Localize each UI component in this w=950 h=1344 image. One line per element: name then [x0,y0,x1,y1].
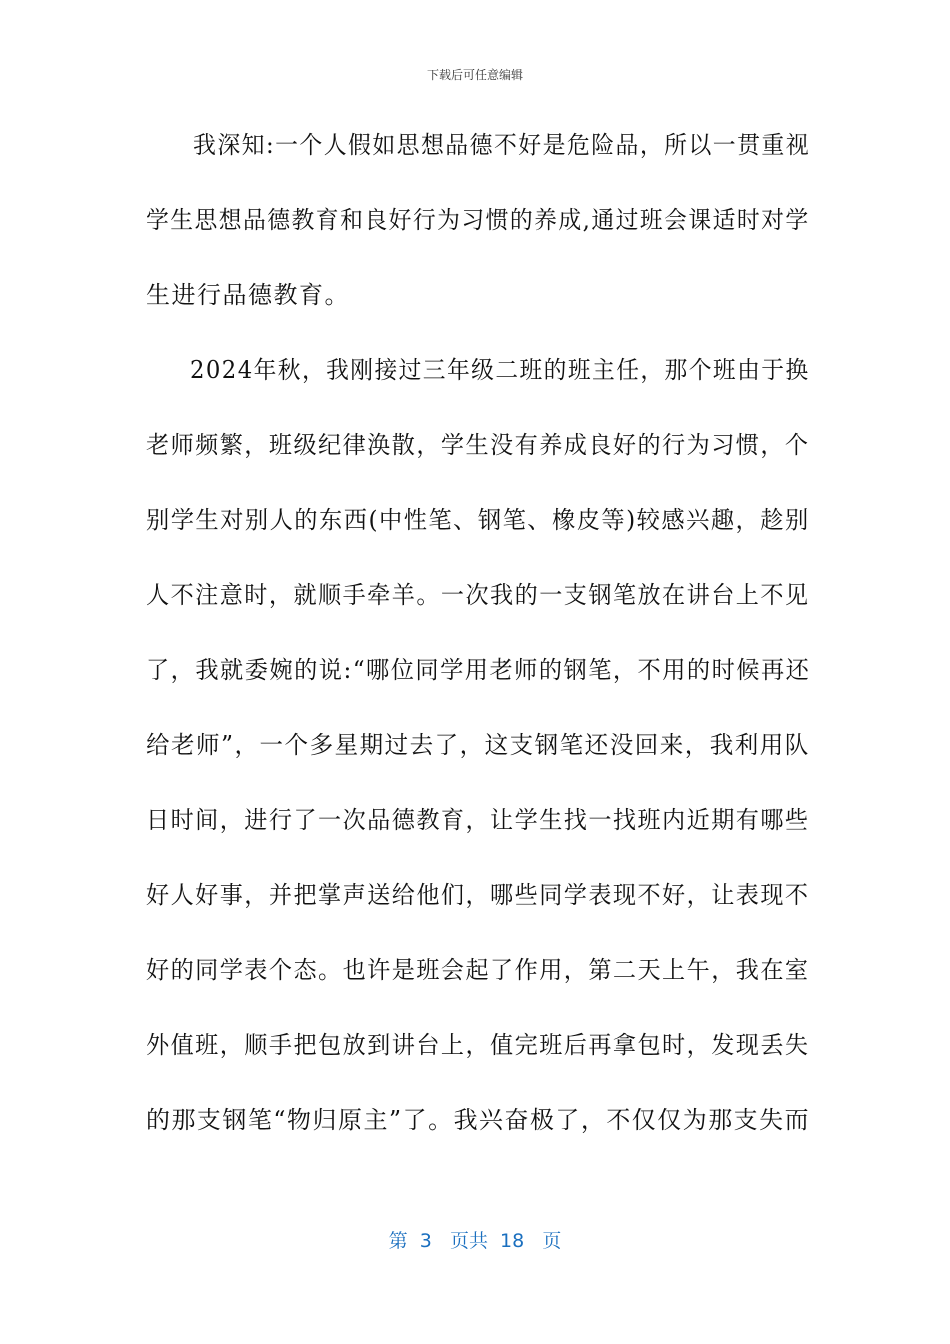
paragraph-line: 别学生对别人的东西(中性笔、钢笔、橡皮等)较感兴趣，趁别 [146,506,810,534]
paragraph-line: 外值班，顺手把包放到讲台上，值完班后再拿包时，发现丢失 [146,1031,810,1059]
paragraph-line: 我深知:一个人假如思想品德不好是危险品，所以一贯重视 [193,131,811,159]
page-number-footer: 第 3 页共 18 页 [388,1230,562,1252]
header-note: 下载后可任意编辑 [426,68,523,82]
paragraph-line: 好的同学表个态。也许是班会起了作用，第二天上午，我在室 [146,956,810,984]
paragraph-line: 生进行品德教育。 [146,281,350,309]
paragraph-line: 的那支钢笔“物归原主”了。我兴奋极了，不仅仅为那支失而 [146,1106,811,1134]
paragraph-line: 好人好事，并把掌声送给他们，哪些同学表现不好，让表现不 [146,881,810,909]
paragraph-line: 学生思想品德教育和良好行为习惯的养成,通过班会课适时对学 [146,206,810,234]
paragraph-line: 日时间，进行了一次品德教育，让学生找一找班内近期有哪些 [146,806,810,834]
paragraph-line: 给老师”，一个多星期过去了，这支钢笔还没回来，我利用队 [146,731,810,759]
paragraph-line: 老师频繁，班级纪律涣散，学生没有养成良好的行为习惯，个 [146,431,810,459]
paragraph-line: 人不注意时，就顺手牵羊。一次我的一支钢笔放在讲台上不见 [146,581,810,609]
paragraph-line: 2024年秋，我刚接过三年级二班的班主任，那个班由于换 [190,356,810,384]
paragraph-line: 了，我就委婉的说:“哪位同学用老师的钢笔，不用的时候再还 [146,656,811,684]
